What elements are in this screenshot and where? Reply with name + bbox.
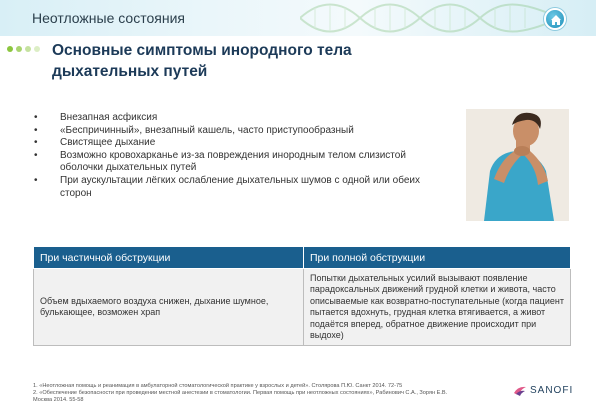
table-cell-partial: Объем вдыхаемого воздуха снижен, дыхание шумное, булькающее, возможен храп (34, 269, 304, 346)
choking-person-photo (466, 109, 569, 221)
footnotes (33, 383, 453, 404)
slide-title: Основные симптомы инородного тела дыхательных путей (52, 42, 352, 80)
dna-helix-decoration (300, 0, 560, 36)
footnote: 2. «Обеспечение безопасности при проведении местной анестезии в стоматологии. Первая помощь при неотложных состояниях», Рабинович С.А., Зорян Е.В. Москва 2014. 55-58 (33, 390, 448, 403)
list-item: • Внезапная асфиксия (34, 112, 424, 125)
table-row (34, 269, 571, 346)
column-header-complete: При полной обструкции (304, 247, 571, 269)
footnote: 1. «Неотложная помощь и реанимация в амбулаторной стоматологической практике у взрослых и детей». Столярова П.Ю. Санкт 2014. 72-75 (33, 383, 403, 389)
home-icon (549, 13, 563, 27)
section-title: Неотложные состояния (32, 10, 185, 26)
list-item: • Свистящее дыхание (34, 137, 424, 150)
home-button[interactable] (544, 8, 566, 30)
symptom-list (34, 112, 424, 200)
list-item: • Возможно кровохарканье из-за повреждения инородным телом слизистой оболочки дыхательных путей (34, 150, 424, 175)
list-item: • «Беспричинный», внезапный кашель, часто приступообразный (34, 125, 424, 138)
header-band (0, 0, 596, 36)
table-cell-complete: Попытки дыхательных усилий вызывают появление парадоксальных движений грудной клетки и живота, часто описываемые как возвратно-поступательные (когда пациент пытается вдохнуть, грудная клетка втягивается, а живот подаётся вперед, обратное движение происходит при выдохе) (304, 269, 571, 346)
list-item: • При аускультации лёгких ослабление дыхательных шумов с одной или обеих сторон (34, 175, 424, 200)
obstruction-comparison-table (33, 246, 571, 346)
column-header-partial: При частичной обструкции (34, 247, 304, 269)
sanofi-bird-icon (513, 384, 527, 398)
table-header-row (34, 247, 571, 269)
sanofi-logo (513, 384, 585, 398)
decorative-dots (6, 42, 46, 56)
logo-wordmark: SANOFI (530, 385, 574, 396)
